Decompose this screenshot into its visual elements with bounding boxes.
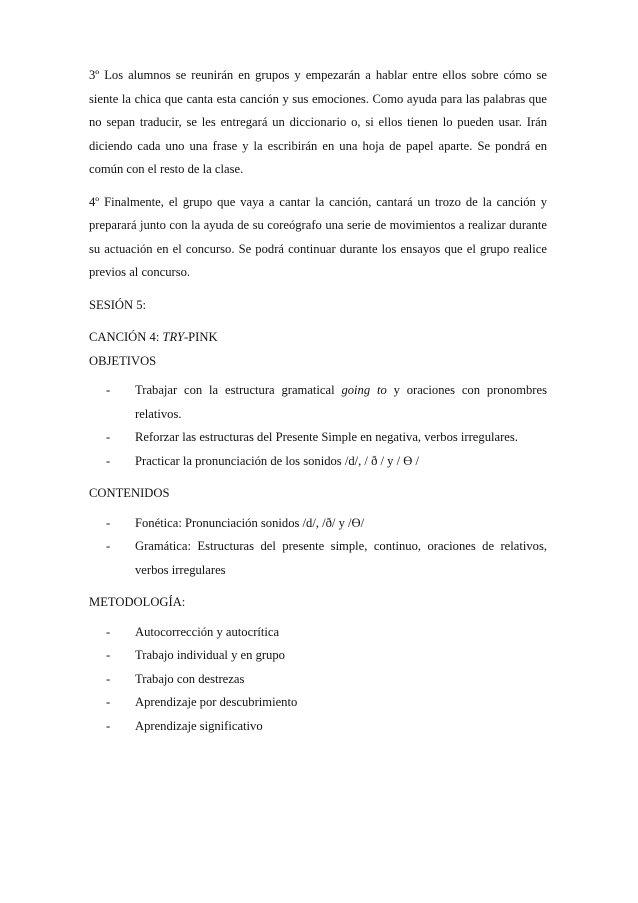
song-suffix: -PINK: [183, 330, 218, 344]
list-item: - Gramática: Estructuras del presente simple, continuo, oraciones de relativos, verbos irregulares: [106, 535, 547, 582]
paragraph-step-3: 3º Los alumnos se reunirán en grupos y empezarán a hablar entre ellos sobre cómo se siente la chica que canta esta canción y sus emociones. Como ayuda para las palabras que no sepan traducir, se les entregará un diccionario o, si ellos tienen lo pueden usar. Irán diciendo cada uno una frase y la escribirán en una hoja de papel aparte. Se pondrá en común con el resto de la clase.: [89, 68, 547, 176]
objetivos-heading: OBJETIVOS: [89, 353, 157, 368]
emphasis-going-to: going to: [341, 383, 387, 397]
metodologia-list: [106, 621, 547, 739]
bullet-dash: -: [106, 624, 111, 639]
bullet-dash: -: [106, 383, 111, 397]
session-heading: SESIÓN 5:: [89, 297, 147, 312]
song-prefix: CANCIÓN 4:: [89, 330, 163, 344]
list-item: - Aprendizaje por descubrimiento: [106, 691, 547, 715]
bullet-dash: -: [106, 539, 111, 553]
bullet-dash: -: [106, 671, 111, 686]
list-item: - Practicar la pronunciación de los sonidos /d/, / ð / y / Ɵ /: [106, 450, 547, 474]
bullet-dash: -: [106, 430, 111, 444]
paragraph-step-4: 4º Finalmente, el grupo que vaya a cantar la canción, cantará un trozo de la canción y preparará junto con la ayuda de su coreógrafo una serie de movimientos a realizar durante su actuación en el concurso. Se podrá continuar durante los ensayos que el grupo realice previos al concurso.: [89, 194, 547, 279]
bullet-dash: -: [106, 648, 111, 662]
list-item: - Fonética: Pronunciación sonidos /d/, /ð/ y /Ɵ/: [106, 512, 547, 536]
list-item: - Trabajo individual y en grupo: [106, 644, 547, 668]
list-item: - Aprendizaje significativo: [106, 715, 547, 739]
song-heading: [89, 326, 547, 350]
bullet-dash: -: [106, 695, 111, 709]
bullet-dash: -: [106, 515, 111, 530]
list-item: - Trabajo con destrezas: [106, 668, 547, 692]
song-title: TRY: [162, 330, 184, 344]
bullet-dash: -: [106, 453, 111, 468]
list-item: - Trabajar con la estructura gramatical going to y oraciones con pronombres relativos.: [106, 379, 547, 426]
bullet-dash: -: [106, 718, 111, 733]
objetivos-list: [106, 379, 547, 473]
list-item: - Reforzar las estructuras del Presente Simple en negativa, verbos irregulares.: [106, 426, 547, 450]
metodologia-heading: METODOLOGÍA:: [89, 595, 186, 609]
contenidos-heading: CONTENIDOS: [89, 486, 170, 500]
document-page: [89, 64, 547, 738]
list-item: - Autocorrección y autocrítica: [106, 621, 547, 645]
contenidos-list: [106, 512, 547, 583]
